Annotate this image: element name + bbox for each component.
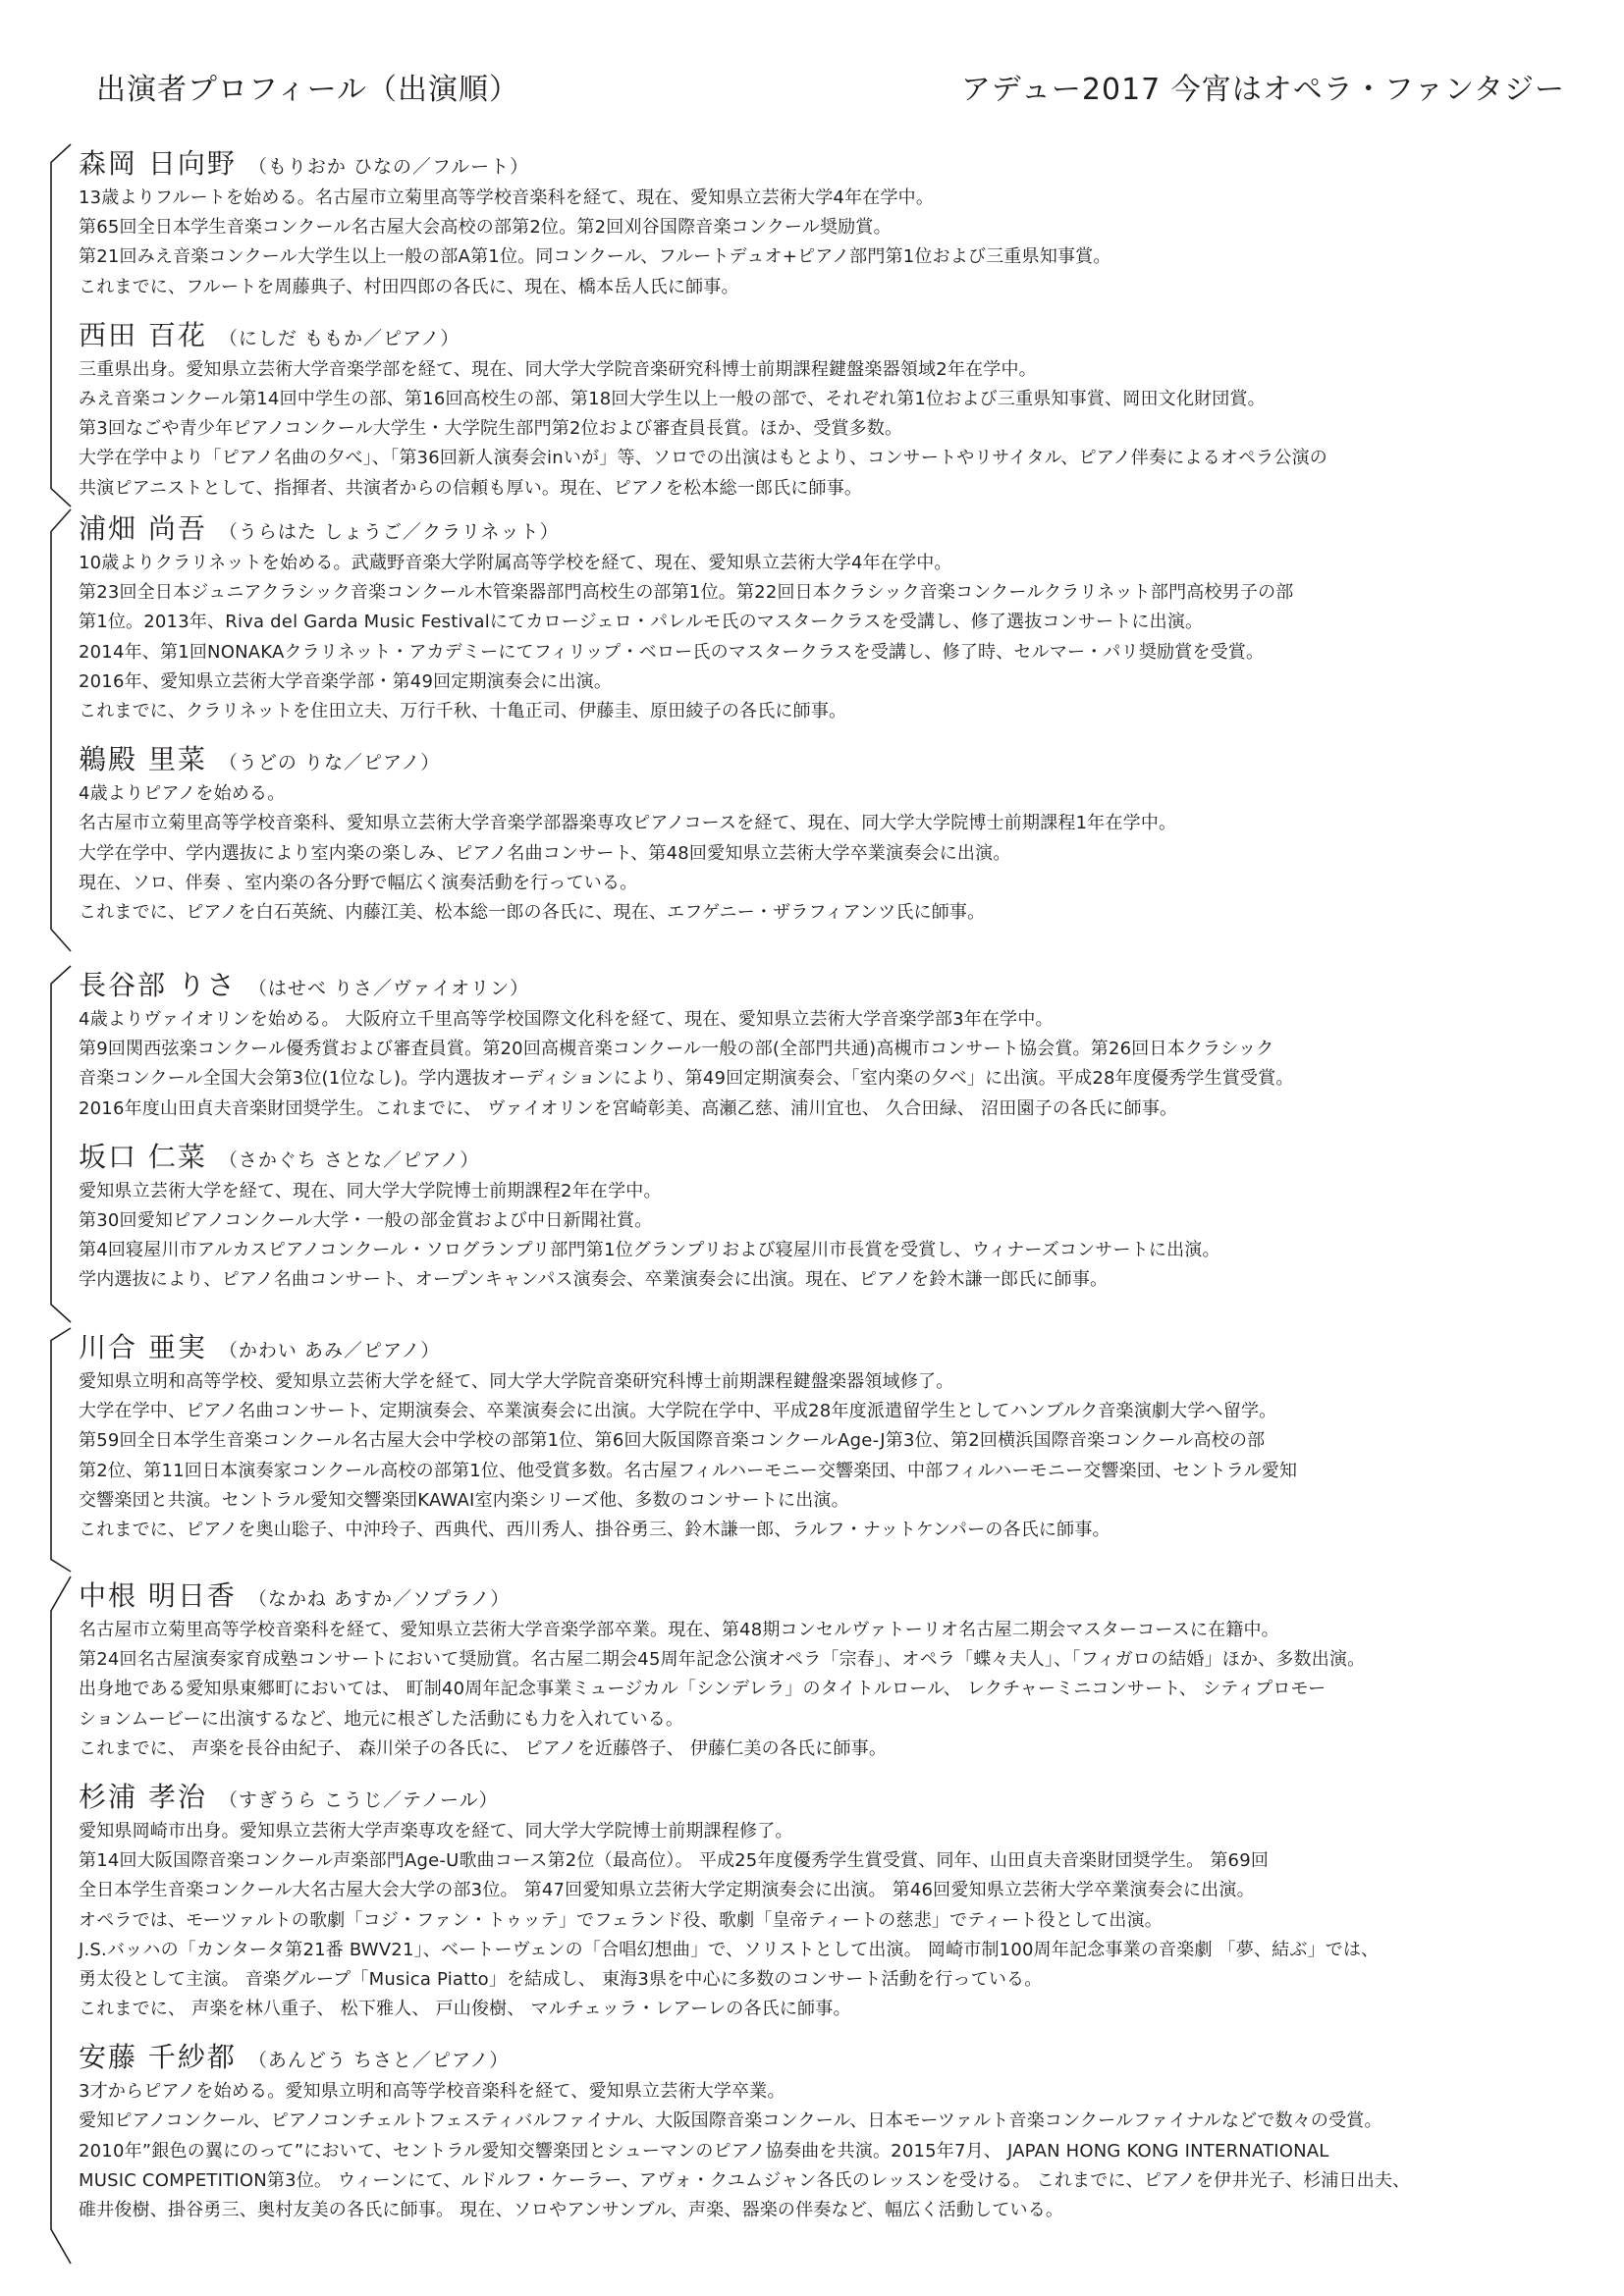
- performer-name: 安藤 千紗都: [79, 2041, 237, 2074]
- bio-text: 3才からピアノを始める。愛知県立明和高等学校音楽科を経て、愛知県立芸術大学卒業。: [79, 2081, 785, 2103]
- bio-text: 名古屋市立菊里高等学校音楽科、愛知県立芸術大学音楽学部器楽専攻ピアノコースを経て、現在、同大学大学院博士前期課程1年在学中。: [79, 813, 1177, 834]
- bio-line: [79, 1005, 1577, 1035]
- bio-line: [79, 1367, 1577, 1397]
- bio-line: [79, 1486, 1577, 1516]
- bio-text: 第1位。2013年、Riva del Garda Music Festivalにてカロージェロ・パレルモ氏のマスタークラスを受講し、修了選抜コンサートに出演。: [79, 612, 1204, 633]
- performer-name: 坂口 仁菜: [79, 1140, 207, 1173]
- bio-text: 大学在学中、ピアノ名曲コンサート、定期演奏会、卒業演奏会に出演。大学院在学中、平成28年度派遣留学生としてハンブルク音楽演劇大学へ留学。: [79, 1401, 1277, 1422]
- bio-line: [79, 2137, 1577, 2166]
- profile-group: [45, 144, 1577, 507]
- bio-line: [79, 809, 1577, 838]
- bio-text: 4歳よりピアノを始める。: [79, 783, 286, 805]
- bio-line: [79, 2107, 1577, 2136]
- bio-line: [79, 1064, 1577, 1094]
- bio-line: [79, 1457, 1577, 1486]
- bio-text: 2014年、第1回NONAKAクラリネット・アカデミーにてフィリップ・ベロー氏のマスタークラスを受講し、修了時、セルマー・パリ奨励賞を受賞。: [79, 641, 1265, 663]
- bio-line: [79, 1817, 1577, 1846]
- bio-text: 第14回大阪国際音楽コンクール声楽部門Age-U歌曲コース第2位（最高位）。 平成25年度優秀学生賞受賞、同年、山田貞夫音楽財団奨学生。 第69回: [79, 1850, 1270, 1872]
- bio-text: 2016年度山田貞夫音楽財団奨学生。これまでに、 ヴァイオリンを宮崎彰美、高瀬乙慈、浦川宜也、 久合田緑、 沼田園子の各氏に師事。: [79, 1097, 1178, 1119]
- group-bracket: [45, 1576, 75, 2264]
- bio-line: [79, 1035, 1577, 1064]
- group-bracket: [45, 509, 75, 951]
- performer-reading-instrument: （にしだ ももか／ピアノ）: [218, 327, 460, 349]
- bio-line: [79, 578, 1577, 608]
- bio-text: 三重県出身。愛知県立芸術大学音楽学部を経て、現在、同大学大学院音楽研究科博士前期課程鍵盤楽器領域2年在学中。: [79, 358, 1037, 380]
- performer-profile: [79, 1576, 1577, 1764]
- bio-text: これまでに、クラリネットを住田立夫、万行千秋、十亀正司、伊藤圭、原田綾子の各氏に師事。: [79, 700, 847, 721]
- bio-text: 愛知県岡崎市出身。愛知県立芸術大学声楽専攻を経て、同大学大学院博士前期課程修了。: [79, 1820, 793, 1842]
- bio-text: 第59回全日本学生音楽コンクール名古屋大会中学校の部第1位、第6回大阪国際音楽コンクールAge-J第3位、第2回横浜国際音楽コンクール高校の部: [79, 1430, 1266, 1452]
- bio-line: [79, 697, 1577, 726]
- bio-text: 第3回なごや青少年ピアノコンクール大学生・大学院生部門第2位および審査員長賞。ほか、受賞多数。: [79, 418, 903, 440]
- bio-text: 出身地である愛知県東郷町においては、 町制40周年記念事業ミュージカル「シンデレラ」のタイトルロール、 レクチャーミニコンサート、 シティプロモー: [79, 1679, 1326, 1700]
- bio-text: 第30回愛知ピアノコンクール大学・一般の部金賞および中日新聞社賞。: [79, 1209, 653, 1231]
- bio-line: [79, 355, 1577, 385]
- event-title: アデュー2017 今宵はオペラ・ファンタジー: [960, 73, 1565, 107]
- bio-text: 碓井俊樹、掛谷勇三、奥村友美の各氏に師事。 現在、ソロやアンサンブル、声楽、器楽の伴奏など、幅広く活動している。: [79, 2200, 1064, 2220]
- bio-text: 音楽コンクール全国大会第3位(1位なし)。学内選抜オーディションにより、第49回定期演奏会、「室内楽の夕べ」に出演。平成28年度優秀学生賞受賞。: [79, 1068, 1294, 1090]
- bio-text: 全日本学生音楽コンクール大名古屋大会大学の部3位。 第47回愛知県立芸術大学定期演奏会に出演。 第46回愛知県立芸術大学卒業演奏会に出演。: [79, 1880, 1255, 1901]
- performer-profile: [79, 1138, 1577, 1296]
- profile-group: [45, 509, 1577, 951]
- bio-text: 愛知ピアノコンクール、ピアノコンチェルトフェスティバルファイナル、大阪国際音楽コンクール、日本モーツァルト音楽コンクールファイナルなどで数々の受賞。: [79, 2110, 1382, 2132]
- bio-line: [79, 1675, 1577, 1704]
- bio-text: 第23回全日本ジュニアクラシック音楽コンクール木管楽器部門高校生の部第1位。第22回日本クラシック音楽コンクールクラリネット部門高校男子の部: [79, 582, 1294, 604]
- bio-text: 第2位、第11回日本演奏家コンクール高校の部第1位、他受賞多数。名古屋フィルハーモニー交響楽団、中部フィルハーモニー交響楽団、セントラル愛知: [79, 1460, 1298, 1481]
- bio-text: これまでに、 声楽を長谷由紀子、 森川栄子の各氏に、 ピアノを近藤啓子、 伊藤仁美の各氏に師事。: [79, 1737, 888, 1759]
- page-title: 出演者プロフィール（出演順）: [96, 73, 519, 107]
- bio-line: [79, 1906, 1577, 1936]
- performer-name: 浦畑 尚吾: [79, 512, 207, 545]
- group-bracket: [45, 966, 75, 1322]
- profile-group: [45, 966, 1577, 1322]
- bio-text: 大学在学中より「ピアノ名曲の夕べ」、「第36回新人演奏会inいが」等、ソロでの出演はもとより、コンサートやリサイタル、ピアノ伴奏によるオペラ公演の: [79, 448, 1327, 469]
- performer-name-line: [79, 740, 1577, 779]
- performer-reading-instrument: （うどの りな／ピアノ）: [218, 752, 441, 774]
- bio-text: 10歳よりクラリネットを始める。武蔵野音楽大学附属高等学校を経て、現在、愛知県立芸術大学4年在学中。: [79, 553, 952, 573]
- performer-reading-instrument: （うらはた しょうご／クラリネット）: [218, 521, 560, 543]
- performer-reading-instrument: （もりおか ひなの／フルート）: [247, 156, 530, 178]
- bio-line: [79, 414, 1577, 444]
- performer-name: 杉浦 孝治: [79, 1780, 207, 1813]
- bio-text: 2016年、愛知県立芸術大学音楽学部・第49回定期演奏会に出演。: [79, 670, 613, 692]
- performer-name: 中根 明日香: [79, 1579, 237, 1612]
- bio-text: 共演ピアニストとして、指揮者、共演者からの信頼も厚い。現在、ピアノを松本総一郎氏に師事。: [79, 477, 863, 499]
- performer-reading-instrument: （はせべ りさ／ヴァイオリン）: [247, 978, 530, 999]
- performer-name-line: [79, 1576, 1577, 1616]
- bio-line: [79, 1265, 1577, 1295]
- bio-text: 愛知県立明和高等学校、愛知県立芸術大学を経て、同大学大学院音楽研究科博士前期課程鍵盤楽器領域修了。: [79, 1371, 954, 1392]
- bio-line: [79, 869, 1577, 898]
- bio-line: [79, 2166, 1577, 2196]
- performer-name: 鵜殿 里菜: [79, 743, 207, 776]
- profile-group: [45, 1328, 1577, 1572]
- bio-line: [79, 474, 1577, 504]
- bio-line: [79, 898, 1577, 928]
- bio-text: 学内選抜により、ピアノ名曲コンサート、オープンキャンパス演奏会、卒業演奏会に出演。現在、ピアノを鈴木謙一郎氏に師事。: [79, 1269, 1109, 1291]
- performer-name: 川合 亜実: [79, 1331, 207, 1363]
- bio-line: [79, 1705, 1577, 1735]
- bio-text: みえ音楽コンクール第14回中学生の部、第16回高校生の部、第18回大学生以上一般の部で、それぞれ第1位および三重県知事賞、岡田文化財団賞。: [79, 388, 1266, 409]
- bio-line: [79, 667, 1577, 697]
- performer-name-line: [79, 1328, 1577, 1367]
- bio-text: 4歳よりヴァイオリンを始める。 大阪府立千里高等学校国際文化科を経て、現在、愛知県立芸術大学音楽学部3年在学中。: [79, 1009, 1054, 1030]
- bio-line: [79, 385, 1577, 414]
- performer-name-line: [79, 966, 1577, 1005]
- bio-line: [79, 273, 1577, 302]
- bio-text: 2010年”銀色の翼にのって”において、セントラル愛知交響楽団とシューマンのピアノ協奏曲を共演。2015年7月、 JAPAN HONG KONG INTERNATIONAL: [79, 2140, 1329, 2162]
- performer-profile: [79, 509, 1577, 726]
- bio-line: [79, 1846, 1577, 1876]
- bio-line: [79, 2077, 1577, 2107]
- bio-text: 愛知県立芸術大学を経て、現在、同大学大学院博士前期課程2年在学中。: [79, 1180, 662, 1201]
- performer-name-line: [79, 1778, 1577, 1817]
- performer-name: 西田 百花: [79, 318, 207, 351]
- bio-line: [79, 213, 1577, 242]
- bio-line: [79, 1516, 1577, 1545]
- bio-text: 第65回全日本学生音楽コンクール名古屋大会高校の部第2位。第2回刈谷国際音楽コンクール奨励賞。: [79, 217, 892, 239]
- performer-name: 長谷部 りさ: [79, 969, 237, 1001]
- group-bracket: [45, 1328, 75, 1572]
- bio-line: [79, 242, 1577, 272]
- bio-line: [79, 1397, 1577, 1426]
- performer-name-line: [79, 316, 1577, 355]
- bio-line: [79, 1876, 1577, 1905]
- bio-line: [79, 638, 1577, 667]
- bio-text: 第21回みえ音楽コンクール大学生以上一般の部A第1位。同コンクール、フルートデュオ+ピアノ部門第1位および三重県知事賞。: [79, 246, 1111, 268]
- bio-text: MUSIC COMPETITION第3位。 ウィーンにて、ルドルフ・ケーラー、アヴォ・クユムジャン各氏のレッスンを受ける。 これまでに、ピアノを伊井光子、杉浦日出夫、: [79, 2169, 1411, 2191]
- performer-name-line: [79, 1138, 1577, 1177]
- bio-line: [79, 779, 1577, 809]
- bio-text: 大学在学中、学内選抜により室内楽の楽しみ、ピアノ名曲コンサート、第48回愛知県立芸術大学卒業演奏会に出演。: [79, 842, 1011, 864]
- performer-name-line: [79, 144, 1577, 184]
- bio-line: [79, 2196, 1577, 2225]
- bio-text: 交響楽団と共演。セントラル愛知交響楽団KAWAI室内楽シリーズ他、多数のコンサートに出演。: [79, 1489, 849, 1511]
- bio-line: [79, 1995, 1577, 2024]
- performer-name-line: [79, 509, 1577, 549]
- bio-line: [79, 1236, 1577, 1265]
- bio-text: これまでに、ピアノを白石英統、内藤江美、松本総一郎の各氏に、現在、エフゲニー・ザラフィアンツ氏に師事。: [79, 901, 986, 923]
- bio-line: [79, 608, 1577, 637]
- bio-text: これまでに、フルートを周藤典子、村田四郎の各氏に、現在、橋本岳人氏に師事。: [79, 276, 739, 297]
- bio-line: [79, 444, 1577, 473]
- profile-group: [45, 1576, 1577, 2264]
- performer-name-line: [79, 2038, 1577, 2077]
- bio-line: [79, 839, 1577, 869]
- bio-line: [79, 1735, 1577, 1764]
- performer-reading-instrument: （かわい あみ／ピアノ）: [218, 1340, 441, 1362]
- bio-line: [79, 1177, 1577, 1206]
- performer-name: 森岡 日向野: [79, 147, 237, 180]
- bio-line: [79, 549, 1577, 578]
- bio-line: [79, 1965, 1577, 1995]
- bio-text: J.S.バッハの「カンタータ第21番 BWV21」、ベートーヴェンの「合唱幻想曲」で、ソリストとして出演。 岡崎市制100周年記念事業の音楽劇 「夢、結ぶ」では、: [79, 1939, 1380, 1960]
- performer-profile: [79, 316, 1577, 504]
- bio-text: 13歳よりフルートを始める。名古屋市立菊里高等学校音楽科を経て、現在、愛知県立芸術大学4年在学中。: [79, 187, 935, 208]
- bio-text: ションムービーに出演するなど、地元に根ざした活動にも力を入れている。: [79, 1708, 684, 1730]
- bio-line: [79, 1426, 1577, 1456]
- bio-text: これまでに、ピアノを奥山聡子、中沖玲子、西典代、西川秀人、掛谷勇三、鈴木謙一郎、ラルフ・ナットケンパーの各氏に師事。: [79, 1519, 1110, 1540]
- group-bracket: [45, 144, 75, 507]
- bio-text: 勇太役として主演。 音楽グループ「Musica Piatto」を結成し、 東海3県を中心に多数のコンサート活動を行っている。: [79, 1968, 1043, 1990]
- bio-text: これまでに、 声楽を林八重子、 松下雅人、 戸山俊樹、 マルチェッラ・レアーレの各氏に師事。: [79, 1999, 851, 2020]
- performer-profile: [79, 2038, 1577, 2225]
- bio-line: [79, 1206, 1577, 1236]
- bio-text: 現在、ソロ、伴奏 、室内楽の各分野で幅広く演奏活動を行っている。: [79, 872, 638, 893]
- performer-profile: [79, 740, 1577, 928]
- bio-line: [79, 184, 1577, 213]
- bio-line: [79, 1936, 1577, 1965]
- bio-line: [79, 1616, 1577, 1645]
- bio-text: オペラでは、モーツァルトの歌劇「コジ・ファン・トゥッテ」でフェランド役、歌劇「皇帝ティートの慈悲」でティート役として出演。: [79, 1909, 1163, 1931]
- bio-text: 第24回名古屋演奏家育成塾コンサートにおいて奨励賞。名古屋二期会45周年記念公演オペラ「宗春」、オペラ「蝶々夫人」、「フィガロの結婚」ほか、多数出演。: [79, 1649, 1366, 1671]
- performer-profile: [79, 966, 1577, 1124]
- bio-text: 第4回寝屋川市アルカスピアノコンクール・ソログランプリ部門第1位グランプリおよび寝屋川市長賞を受賞し、ウィナーズコンサートに出演。: [79, 1240, 1220, 1261]
- performer-profile: [79, 1328, 1577, 1545]
- bio-text: 第9回関西弦楽コンクール優秀賞および審査員賞。第20回高槻音楽コンクール一般の部(全部門共通)高槻市コンサート協会賞。第26回日本クラシック: [79, 1039, 1274, 1060]
- bio-line: [79, 1095, 1577, 1124]
- performer-reading-instrument: （さかぐち さとな／ピアノ）: [218, 1148, 480, 1171]
- bio-text: 名古屋市立菊里高等学校音楽科を経て、愛知県立芸術大学音楽学部卒業。現在、第48期コンセルヴァトーリオ名古屋二期会マスターコースに在籍中。: [79, 1620, 1279, 1640]
- performer-profile: [79, 1778, 1577, 2024]
- bio-line: [79, 1645, 1577, 1675]
- performer-profile: [79, 144, 1577, 302]
- performer-reading-instrument: （すぎうら こうじ／テノール）: [218, 1789, 499, 1811]
- performer-reading-instrument: （あんどう ちさと／ピアノ）: [247, 2050, 510, 2072]
- performer-reading-instrument: （なかね あすか／ソプラノ）: [247, 1588, 511, 1610]
